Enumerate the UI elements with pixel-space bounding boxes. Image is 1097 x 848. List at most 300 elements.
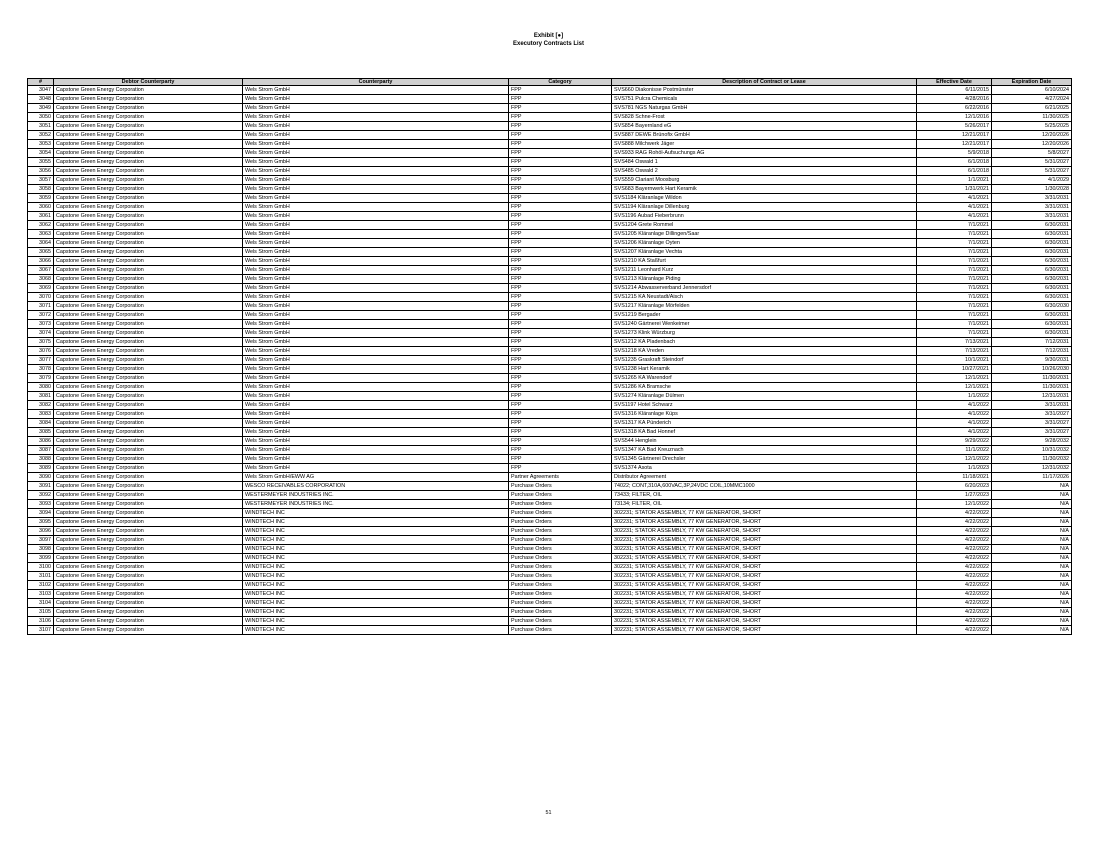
expiration-date-cell: 6/30/2031 xyxy=(992,248,1072,257)
debtor-cell: Capstone Green Energy Corporation xyxy=(54,374,243,383)
effective-date-cell: 10/1/2021 xyxy=(917,356,992,365)
category-cell: FPP xyxy=(509,140,612,149)
counterparty-cell: Wels Strom GmbH xyxy=(243,221,509,230)
expiration-date-cell: N/A xyxy=(992,608,1072,617)
effective-date-cell: 4/22/2022 xyxy=(917,626,992,635)
row-number: 3088 xyxy=(28,455,54,464)
table-row xyxy=(28,122,1072,131)
description-cell: 302231; STATOR ASSEMBLY, 77 KW GENERATOR, SHORT xyxy=(612,527,917,536)
expiration-date-cell: N/A xyxy=(992,527,1072,536)
counterparty-cell: Wels Strom GmbH xyxy=(243,464,509,473)
category-cell: FPP xyxy=(509,158,612,167)
expiration-date-cell: N/A xyxy=(992,491,1072,500)
table-row xyxy=(28,248,1072,257)
effective-date-cell: 1/1/2023 xyxy=(917,464,992,473)
expiration-date-cell: 5/31/2027 xyxy=(992,167,1072,176)
counterparty-cell: Wels Strom GmbH xyxy=(243,392,509,401)
row-number: 3054 xyxy=(28,149,54,158)
expiration-date-cell: N/A xyxy=(992,590,1072,599)
expiration-date-cell: 6/30/2031 xyxy=(992,239,1072,248)
effective-date-cell: 7/1/2021 xyxy=(917,221,992,230)
category-cell: Purchase Orders xyxy=(509,599,612,608)
description-cell: SVS1274 Kläranlage Dülmen xyxy=(612,392,917,401)
table-row xyxy=(28,383,1072,392)
row-number: 3098 xyxy=(28,545,54,554)
table-row xyxy=(28,158,1072,167)
counterparty-cell: Wels Strom GmbH xyxy=(243,230,509,239)
effective-date-cell: 7/1/2021 xyxy=(917,320,992,329)
counterparty-cell: WINDTECH INC xyxy=(243,563,509,572)
row-number: 3051 xyxy=(28,122,54,131)
debtor-cell: Capstone Green Energy Corporation xyxy=(54,500,243,509)
debtor-cell: Capstone Green Energy Corporation xyxy=(54,158,243,167)
expiration-date-cell: 3/31/2031 xyxy=(992,203,1072,212)
category-cell: FPP xyxy=(509,176,612,185)
description-cell: Distributor Agreement xyxy=(612,473,917,482)
debtor-cell: Capstone Green Energy Corporation xyxy=(54,86,243,95)
description-cell: SVS1316 Kläranlage Küps xyxy=(612,410,917,419)
effective-date-cell: 7/1/2021 xyxy=(917,239,992,248)
expiration-date-cell: 11/30/2025 xyxy=(992,113,1072,122)
row-number: 3058 xyxy=(28,185,54,194)
expiration-date-cell: N/A xyxy=(992,617,1072,626)
row-number: 3073 xyxy=(28,320,54,329)
description-cell: SVS1235 Graskraft Steindorf xyxy=(612,356,917,365)
expiration-date-cell: N/A xyxy=(992,509,1072,518)
counterparty-cell: Wels Strom GmbH xyxy=(243,347,509,356)
counterparty-cell: Wels Strom GmbH xyxy=(243,239,509,248)
table-row xyxy=(28,410,1072,419)
category-cell: FPP xyxy=(509,248,612,257)
description-cell: 302231; STATOR ASSEMBLY, 77 KW GENERATOR, SHORT xyxy=(612,626,917,635)
description-cell: SVS1218 KA Vreden xyxy=(612,347,917,356)
expiration-date-cell: 6/30/2031 xyxy=(992,293,1072,302)
debtor-cell: Capstone Green Energy Corporation xyxy=(54,491,243,500)
row-number: 3056 xyxy=(28,167,54,176)
table-row xyxy=(28,176,1072,185)
table-row xyxy=(28,374,1072,383)
category-cell: FPP xyxy=(509,437,612,446)
row-number: 3084 xyxy=(28,419,54,428)
exhibit-subtitle: Executory Contracts List xyxy=(512,41,585,47)
exhibit-title: Exhibit [●] xyxy=(533,33,564,39)
category-cell: FPP xyxy=(509,383,612,392)
effective-date-cell: 12/21/2017 xyxy=(917,140,992,149)
expiration-date-cell: 12/31/2031 xyxy=(992,392,1072,401)
table-header-row xyxy=(28,79,1072,86)
counterparty-cell: Wels Strom GmbH xyxy=(243,374,509,383)
effective-date-cell: 6/1/2018 xyxy=(917,167,992,176)
description-cell: 302231; STATOR ASSEMBLY, 77 KW GENERATOR, SHORT xyxy=(612,518,917,527)
description-cell: SVS544 Henglein xyxy=(612,437,917,446)
row-number: 3050 xyxy=(28,113,54,122)
description-cell: SVS1374 Asota xyxy=(612,464,917,473)
category-cell: FPP xyxy=(509,419,612,428)
row-number: 3077 xyxy=(28,356,54,365)
expiration-date-cell: 11/30/2031 xyxy=(992,383,1072,392)
effective-date-cell: 12/1/2021 xyxy=(917,374,992,383)
description-cell: 74022; CONT,310A,600VAC,3P,24VDC COIL,10MMC1000 xyxy=(612,482,917,491)
row-number: 3069 xyxy=(28,284,54,293)
counterparty-cell: Wels Strom GmbH xyxy=(243,293,509,302)
effective-date-cell: 7/1/2021 xyxy=(917,248,992,257)
category-cell: FPP xyxy=(509,293,612,302)
debtor-cell: Capstone Green Energy Corporation xyxy=(54,473,243,482)
row-number: 3091 xyxy=(28,482,54,491)
category-cell: Purchase Orders xyxy=(509,554,612,563)
debtor-cell: Capstone Green Energy Corporation xyxy=(54,248,243,257)
row-number: 3066 xyxy=(28,257,54,266)
expiration-date-cell: N/A xyxy=(992,554,1072,563)
category-cell: Purchase Orders xyxy=(509,626,612,635)
debtor-cell: Capstone Green Energy Corporation xyxy=(54,239,243,248)
row-number: 3071 xyxy=(28,302,54,311)
debtor-cell: Capstone Green Energy Corporation xyxy=(54,608,243,617)
table-row xyxy=(28,518,1072,527)
description-cell: SVS1184 Kläranlage Wildon xyxy=(612,194,917,203)
row-number: 3076 xyxy=(28,347,54,356)
expiration-date-cell: N/A xyxy=(992,626,1072,635)
effective-date-cell: 7/1/2021 xyxy=(917,275,992,284)
effective-date-cell: 4/22/2022 xyxy=(917,617,992,626)
description-cell: 73433; FILTER, OIL xyxy=(612,491,917,500)
table-row xyxy=(28,419,1072,428)
table-row xyxy=(28,266,1072,275)
expiration-date-cell: N/A xyxy=(992,581,1072,590)
counterparty-cell: Wels Strom GmbH xyxy=(243,113,509,122)
row-number: 3104 xyxy=(28,599,54,608)
effective-date-cell: 4/1/2022 xyxy=(917,428,992,437)
category-cell: FPP xyxy=(509,95,612,104)
category-cell: FPP xyxy=(509,338,612,347)
debtor-cell: Capstone Green Energy Corporation xyxy=(54,140,243,149)
category-cell: Purchase Orders xyxy=(509,509,612,518)
debtor-cell: Capstone Green Energy Corporation xyxy=(54,275,243,284)
expiration-date-cell: 7/12/2031 xyxy=(992,338,1072,347)
effective-date-cell: 7/1/2021 xyxy=(917,329,992,338)
table-row xyxy=(28,221,1072,230)
description-cell: SVS1215 KA Neustadt/Aisch xyxy=(612,293,917,302)
category-cell: Purchase Orders xyxy=(509,527,612,536)
expiration-date-cell: 4/1/2029 xyxy=(992,176,1072,185)
effective-date-cell: 4/22/2022 xyxy=(917,563,992,572)
description-cell: SVS1240 Gärtnerei Wenkeimer xyxy=(612,320,917,329)
expiration-date-cell: 6/21/2025 xyxy=(992,104,1072,113)
debtor-cell: Capstone Green Energy Corporation xyxy=(54,104,243,113)
debtor-cell: Capstone Green Energy Corporation xyxy=(54,320,243,329)
description-cell: SVS1318 KA Bad Honnef xyxy=(612,428,917,437)
category-cell: Purchase Orders xyxy=(509,608,612,617)
debtor-cell: Capstone Green Energy Corporation xyxy=(54,626,243,635)
expiration-date-cell: 3/31/2031 xyxy=(992,194,1072,203)
row-number: 3087 xyxy=(28,446,54,455)
table-row xyxy=(28,491,1072,500)
row-number: 3097 xyxy=(28,536,54,545)
debtor-cell: Capstone Green Energy Corporation xyxy=(54,194,243,203)
counterparty-cell: WINDTECH INC xyxy=(243,581,509,590)
expiration-date-cell: 5/25/2025 xyxy=(992,122,1072,131)
table-row xyxy=(28,554,1072,563)
row-number: 3059 xyxy=(28,194,54,203)
row-number: 3055 xyxy=(28,158,54,167)
table-row xyxy=(28,545,1072,554)
counterparty-cell: Wels Strom GmbH xyxy=(243,131,509,140)
debtor-cell: Capstone Green Energy Corporation xyxy=(54,437,243,446)
counterparty-cell: WINDTECH INC xyxy=(243,590,509,599)
debtor-cell: Capstone Green Energy Corporation xyxy=(54,185,243,194)
document-header xyxy=(0,32,1097,48)
effective-date-cell: 11/1/2022 xyxy=(917,446,992,455)
page-number: 51 xyxy=(545,810,552,816)
debtor-cell: Capstone Green Energy Corporation xyxy=(54,446,243,455)
description-cell: 302231; STATOR ASSEMBLY, 77 KW GENERATOR, SHORT xyxy=(612,572,917,581)
counterparty-cell: Wels Strom GmbH xyxy=(243,446,509,455)
effective-date-cell: 7/1/2021 xyxy=(917,230,992,239)
counterparty-cell: Wels Strom GmbH xyxy=(243,194,509,203)
table-row xyxy=(28,347,1072,356)
description-cell: SVS1317 KA Pünderich xyxy=(612,419,917,428)
table-row xyxy=(28,482,1072,491)
expiration-date-cell: 6/30/2031 xyxy=(992,311,1072,320)
counterparty-cell: WESTERMEYER INDUSTRIES INC. xyxy=(243,491,509,500)
row-number: 3102 xyxy=(28,581,54,590)
category-cell: Purchase Orders xyxy=(509,491,612,500)
debtor-cell: Capstone Green Energy Corporation xyxy=(54,284,243,293)
debtor-cell: Capstone Green Energy Corporation xyxy=(54,455,243,464)
table-row xyxy=(28,239,1072,248)
debtor-cell: Capstone Green Energy Corporation xyxy=(54,131,243,140)
category-cell: FPP xyxy=(509,266,612,275)
counterparty-cell: Wels Strom GmbH xyxy=(243,176,509,185)
effective-date-cell: 4/28/2016 xyxy=(917,95,992,104)
counterparty-cell: WINDTECH INC xyxy=(243,599,509,608)
category-cell: FPP xyxy=(509,356,612,365)
debtor-cell: Capstone Green Energy Corporation xyxy=(54,545,243,554)
counterparty-cell: Wels Strom GmbH xyxy=(243,302,509,311)
counterparty-cell: Wels Strom GmbH xyxy=(243,455,509,464)
effective-date-cell: 6/1/2018 xyxy=(917,158,992,167)
row-number: 3083 xyxy=(28,410,54,419)
expiration-date-cell: 6/30/2031 xyxy=(992,275,1072,284)
debtor-cell: Capstone Green Energy Corporation xyxy=(54,338,243,347)
table-row xyxy=(28,86,1072,95)
expiration-date-cell: 10/26/2030 xyxy=(992,365,1072,374)
counterparty-cell: Wels Strom GmbH xyxy=(243,86,509,95)
row-number: 3107 xyxy=(28,626,54,635)
table-row xyxy=(28,428,1072,437)
debtor-cell: Capstone Green Energy Corporation xyxy=(54,356,243,365)
table-row xyxy=(28,527,1072,536)
category-cell: FPP xyxy=(509,149,612,158)
debtor-cell: Capstone Green Energy Corporation xyxy=(54,221,243,230)
description-cell: 302231; STATOR ASSEMBLY, 77 KW GENERATOR, SHORT xyxy=(612,554,917,563)
description-cell: SVS1210 KA Staßfurt xyxy=(612,257,917,266)
debtor-cell: Capstone Green Energy Corporation xyxy=(54,212,243,221)
category-cell: FPP xyxy=(509,203,612,212)
row-number: 3067 xyxy=(28,266,54,275)
row-number: 3070 xyxy=(28,293,54,302)
counterparty-cell: Wels Strom GmbH xyxy=(243,320,509,329)
table-row xyxy=(28,581,1072,590)
expiration-date-cell: 6/30/2030 xyxy=(992,302,1072,311)
effective-date-cell: 1/31/2021 xyxy=(917,185,992,194)
description-cell: SVS1213 Kläranlage Piding xyxy=(612,275,917,284)
effective-date-cell: 12/1/2022 xyxy=(917,455,992,464)
category-cell: FPP xyxy=(509,212,612,221)
expiration-date-cell: 7/12/2031 xyxy=(992,347,1072,356)
category-cell: Purchase Orders xyxy=(509,500,612,509)
description-cell: SVS888 Milchwerk Jäger xyxy=(612,140,917,149)
debtor-cell: Capstone Green Energy Corporation xyxy=(54,149,243,158)
expiration-date-cell: N/A xyxy=(992,545,1072,554)
expiration-date-cell: 6/30/2031 xyxy=(992,257,1072,266)
table-row xyxy=(28,536,1072,545)
debtor-cell: Capstone Green Energy Corporation xyxy=(54,230,243,239)
expiration-date-cell: 12/20/2026 xyxy=(992,131,1072,140)
description-cell: SVS751 Pulcra Chemicals xyxy=(612,95,917,104)
table-row xyxy=(28,509,1072,518)
category-cell: FPP xyxy=(509,167,612,176)
description-cell: SVS1211 Leonhard Kurz xyxy=(612,266,917,275)
row-number: 3099 xyxy=(28,554,54,563)
counterparty-cell: Wels Strom GmbH xyxy=(243,140,509,149)
debtor-cell: Capstone Green Energy Corporation xyxy=(54,95,243,104)
description-cell: 302231; STATOR ASSEMBLY, 77 KW GENERATOR, SHORT xyxy=(612,509,917,518)
row-number: 3049 xyxy=(28,104,54,113)
row-number: 3065 xyxy=(28,248,54,257)
expiration-date-cell: 5/31/2027 xyxy=(992,158,1072,167)
counterparty-cell: Wels Strom GmbH xyxy=(243,275,509,284)
debtor-cell: Capstone Green Energy Corporation xyxy=(54,113,243,122)
description-cell: SVS1238 Hart Keramik xyxy=(612,365,917,374)
debtor-cell: Capstone Green Energy Corporation xyxy=(54,617,243,626)
table-row xyxy=(28,500,1072,509)
effective-date-cell: 1/1/2021 xyxy=(917,176,992,185)
category-cell: Purchase Orders xyxy=(509,572,612,581)
debtor-cell: Capstone Green Energy Corporation xyxy=(54,122,243,131)
debtor-cell: Capstone Green Energy Corporation xyxy=(54,347,243,356)
expiration-date-cell: 6/30/2031 xyxy=(992,329,1072,338)
expiration-date-cell: 6/30/2031 xyxy=(992,284,1072,293)
effective-date-cell: 7/1/2021 xyxy=(917,284,992,293)
table-row xyxy=(28,257,1072,266)
counterparty-cell: Wels Strom GmbH xyxy=(243,410,509,419)
counterparty-cell: WINDTECH INC xyxy=(243,572,509,581)
description-cell: 302231; STATOR ASSEMBLY, 77 KW GENERATOR, SHORT xyxy=(612,581,917,590)
effective-date-cell: 12/21/2017 xyxy=(917,131,992,140)
row-number: 3072 xyxy=(28,311,54,320)
effective-date-cell: 4/22/2022 xyxy=(917,572,992,581)
effective-date-cell: 6/20/2023 xyxy=(917,482,992,491)
description-cell: SVS1196 Aubad Fieberbrunn xyxy=(612,212,917,221)
description-cell: SVS1212 KA Pladenbach xyxy=(612,338,917,347)
debtor-cell: Capstone Green Energy Corporation xyxy=(54,293,243,302)
counterparty-cell: WINDTECH INC xyxy=(243,626,509,635)
column-header-description: Description of Contract or Lease xyxy=(612,79,917,86)
effective-date-cell: 4/1/2022 xyxy=(917,401,992,410)
description-cell: SVS1286 KA Bramsche xyxy=(612,383,917,392)
description-cell: 302231; STATOR ASSEMBLY, 77 KW GENERATOR, SHORT xyxy=(612,536,917,545)
effective-date-cell: 4/22/2022 xyxy=(917,518,992,527)
effective-date-cell: 10/27/2021 xyxy=(917,365,992,374)
effective-date-cell: 7/1/2021 xyxy=(917,293,992,302)
expiration-date-cell: 10/31/2032 xyxy=(992,446,1072,455)
description-cell: SVS781 NGS Naturgas GmbH xyxy=(612,104,917,113)
effective-date-cell: 6/11/2015 xyxy=(917,86,992,95)
counterparty-cell: Wels Strom GmbH xyxy=(243,383,509,392)
row-number: 3081 xyxy=(28,392,54,401)
table-row xyxy=(28,275,1072,284)
description-cell: SVS1345 Gärtnerei Drechsler xyxy=(612,455,917,464)
table-row xyxy=(28,338,1072,347)
debtor-cell: Capstone Green Energy Corporation xyxy=(54,518,243,527)
counterparty-cell: Wels Strom GmbH xyxy=(243,365,509,374)
description-cell: SVS559 Clariant Moosburg xyxy=(612,176,917,185)
table-row xyxy=(28,185,1072,194)
row-number: 3103 xyxy=(28,590,54,599)
effective-date-cell: 7/13/2021 xyxy=(917,347,992,356)
effective-date-cell: 4/22/2022 xyxy=(917,527,992,536)
table-row xyxy=(28,131,1072,140)
counterparty-cell: WESTERMEYER INDUSTRIES INC. xyxy=(243,500,509,509)
debtor-cell: Capstone Green Energy Corporation xyxy=(54,203,243,212)
table-row xyxy=(28,140,1072,149)
row-number: 3094 xyxy=(28,509,54,518)
debtor-cell: Capstone Green Energy Corporation xyxy=(54,365,243,374)
table-row xyxy=(28,167,1072,176)
counterparty-cell: Wels Strom GmbH/EWW AG xyxy=(243,473,509,482)
contracts-table xyxy=(27,78,1072,635)
category-cell: FPP xyxy=(509,320,612,329)
category-cell: FPP xyxy=(509,275,612,284)
row-number: 3085 xyxy=(28,428,54,437)
description-cell: SVS1217 Kläranlage Mörfelden xyxy=(612,302,917,311)
counterparty-cell: WINDTECH INC xyxy=(243,536,509,545)
category-cell: Partner Agreements xyxy=(509,473,612,482)
effective-date-cell: 1/27/2023 xyxy=(917,491,992,500)
table-row xyxy=(28,320,1072,329)
debtor-cell: Capstone Green Energy Corporation xyxy=(54,482,243,491)
table-row xyxy=(28,599,1072,608)
column-header-expiration-date: Expiration Date xyxy=(992,79,1072,86)
debtor-cell: Capstone Green Energy Corporation xyxy=(54,257,243,266)
debtor-cell: Capstone Green Energy Corporation xyxy=(54,554,243,563)
effective-date-cell: 4/22/2022 xyxy=(917,599,992,608)
row-number: 3068 xyxy=(28,275,54,284)
description-cell: 302231; STATOR ASSEMBLY, 77 KW GENERATOR, SHORT xyxy=(612,590,917,599)
description-cell: SVS887 DEWE Brünofix GmbH xyxy=(612,131,917,140)
table-row xyxy=(28,446,1072,455)
expiration-date-cell: 3/31/2031 xyxy=(992,401,1072,410)
column-header-category: Category xyxy=(509,79,612,86)
effective-date-cell: 4/22/2022 xyxy=(917,509,992,518)
description-cell: 302231; STATOR ASSEMBLY, 77 KW GENERATOR, SHORT xyxy=(612,617,917,626)
table-row xyxy=(28,365,1072,374)
counterparty-cell: Wels Strom GmbH xyxy=(243,185,509,194)
description-cell: SVS485 Oswald 2 xyxy=(612,167,917,176)
effective-date-cell: 4/22/2022 xyxy=(917,545,992,554)
table-row xyxy=(28,590,1072,599)
category-cell: FPP xyxy=(509,185,612,194)
category-cell: FPP xyxy=(509,230,612,239)
description-cell: SVS1347 KA Bad Kreuznach xyxy=(612,446,917,455)
category-cell: FPP xyxy=(509,329,612,338)
table-row xyxy=(28,617,1072,626)
counterparty-cell: Wels Strom GmbH xyxy=(243,122,509,131)
expiration-date-cell: 5/8/2027 xyxy=(992,149,1072,158)
debtor-cell: Capstone Green Energy Corporation xyxy=(54,392,243,401)
row-number: 3064 xyxy=(28,239,54,248)
